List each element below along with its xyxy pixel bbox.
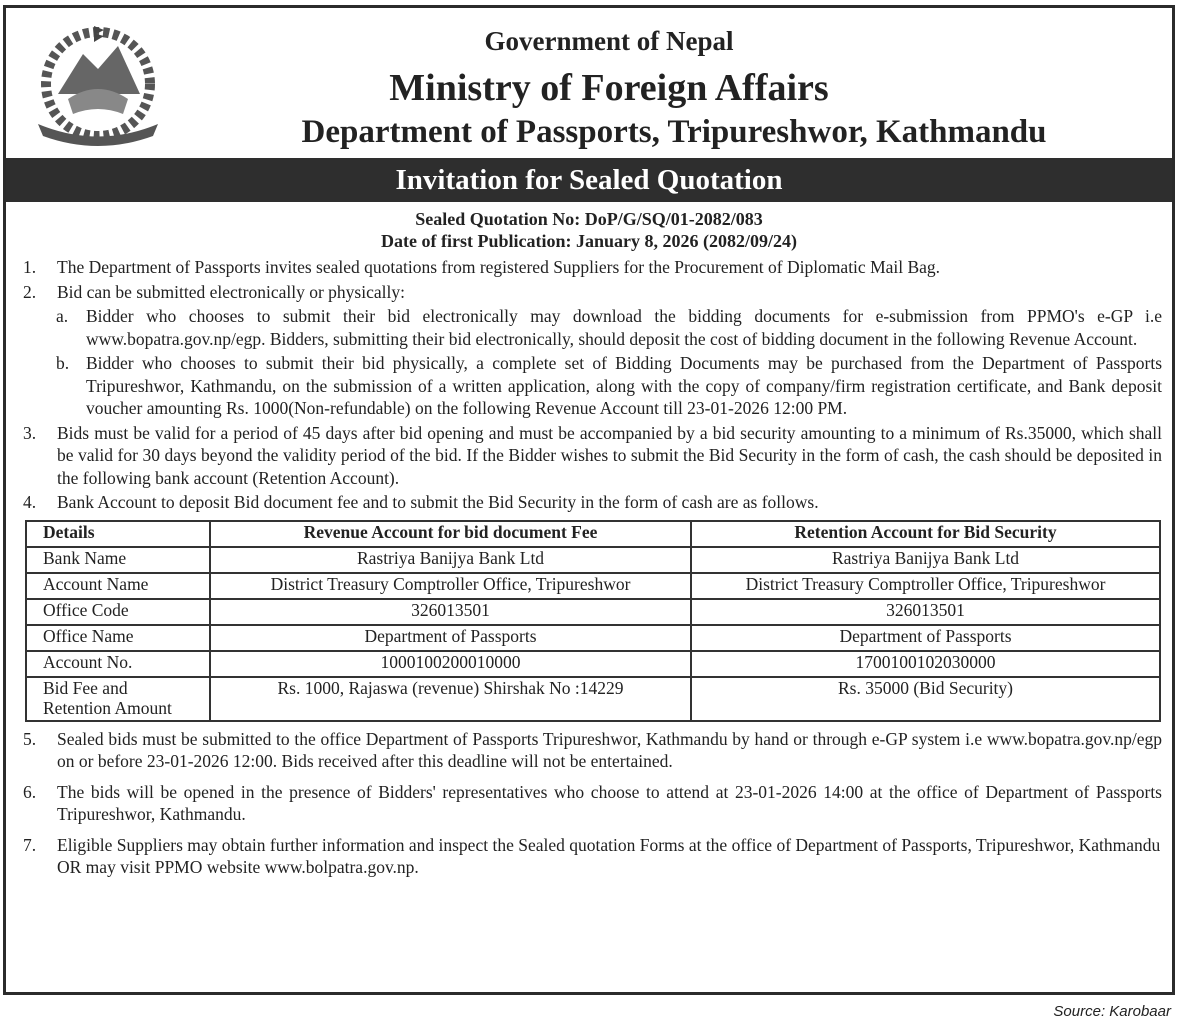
list-item [23,781,1162,826]
item-number: 3. [23,422,37,443]
sub-list-item [56,352,1162,420]
table-cell: Rastriya Banijya Bank Ltd [691,547,1160,573]
notice-title: Invitation for Sealed Quotation [6,158,1172,202]
table-cell: Office Code [26,599,210,625]
table-cell: Office Name [26,625,210,651]
item-number: 5. [23,728,37,749]
item-number: a. [56,306,69,326]
table-cell: Rastriya Banijya Bank Ltd [210,547,691,573]
bank-account-table [25,520,1161,722]
table-cell: 326013501 [691,599,1160,625]
department-heading: Department of Passports, Tripureshwor, Kathmandu [301,114,1047,150]
item-text: The bids will be opened in the presence of Bidders' representatives who choose to attend at 23-01-2026 14:00 at the office of Department of Passports Tripureshwor, Kathmandu. [57,781,1162,824]
table-row [26,547,1160,573]
table-header: Revenue Account for bid document Fee [210,521,691,547]
table-row [26,625,1160,651]
source-caption: Source: Karobaar [1053,1003,1171,1020]
item-number: 6. [23,781,37,802]
table-cell: 1700100102030000 [691,651,1160,677]
item-number: 1. [23,257,37,277]
table-row [26,651,1160,677]
item-text: Bank Account to deposit Bid document fee and to submit the Bid Security in the form of cash are as follows. [57,492,819,512]
table-header: Retention Account for Bid Security [691,521,1160,547]
table-cell: Rs. 35000 (Bid Security) [691,677,1160,721]
table-row [26,573,1160,599]
item-number: 7. [23,834,37,855]
quotation-number: Sealed Quotation No: DoP/G/SQ/01-2082/083 [415,209,763,229]
government-heading: Government of Nepal [484,26,734,56]
notice-frame [3,5,1175,995]
item-text: Eligible Suppliers may obtain further information and inspect the Sealed quotation Forms at the office of Department of Passports, Tripureshwor, Kathmandu OR may visit PPMO website www.bolpatra.gov.np. [57,834,1161,877]
table-cell: District Treasury Comptroller Office, Tripureshwor [691,573,1160,599]
notice-body-continued [6,728,1172,879]
table-header-row [26,521,1160,547]
table-cell: District Treasury Comptroller Office, Tripureshwor [210,573,691,599]
item-text: The Department of Passports invites sealed quotations from registered Suppliers for the Procurement of Diplomatic Mail Bag. [57,257,941,277]
table-header: Details [26,521,210,547]
list-item [23,491,1162,514]
item-number: 2. [23,281,37,302]
list-item [23,256,1162,279]
table-cell: Rs. 1000, Rajaswa (revenue) Shirshak No :14229 [210,677,691,721]
item-text: Bidder who chooses to submit their bid physically, a complete set of Bidding Documents may be purchased from the Department of Passports Tripureshwor, Kathmandu, on the submission of a written application, along with the copy of company/firm registration certificate, and Bank deposit voucher amounting Rs. 1000(Non-refundable) on the following Revenue Account till 23-01-2026 12:00 PM. [86,353,1162,418]
item-text: Bid can be submitted electronically or physically: [57,281,405,302]
list-item [23,422,1162,490]
item-number: b. [56,353,70,373]
item-text: Sealed bids must be submitted to the office Department of Passports Tripureshwor, Kathmandu by hand or through e-GP system i.e www.bopatra.gov.np/egp on or before 23-01-2026 12:00. Bids received after this deadline will not be entertained. [57,728,1162,771]
item-number: 4. [23,492,37,512]
item-text: Bidder who chooses to submit their bid electronically may download the bidding documents for e-submission from PPMO's e-GP i.e www.bopatra.gov.np/egp. Bidders, submitting their bid electronically, should deposit the cost of bidding document in the following Revenue Account. [86,306,1162,349]
notice-header [6,8,1172,158]
table-cell: Department of Passports [691,625,1160,651]
table-cell: Bid Fee and Retention Amount [26,677,210,721]
ministry-heading: Ministry of Foreign Affairs [389,67,829,109]
list-item [23,281,1162,304]
list-item [23,728,1162,773]
notice-body [6,256,1172,514]
table-cell: Department of Passports [210,625,691,651]
table-cell: 326013501 [210,599,691,625]
item-text: Bids must be valid for a period of 45 days after bid opening and must be accompanied by a bid security amounting to a minimum of Rs.35000, which shall be valid for 30 days beyond the validity period of the bid. If the Bidder wishes to submit the Bid Security in the form of cash, the cash should be deposited in the following bank account (Retention Account). [57,422,1162,488]
table-cell: Bank Name [26,547,210,573]
table-cell: 1000100200010000 [210,651,691,677]
table-row [26,599,1160,625]
table-cell: Account No. [26,651,210,677]
sub-list-item [56,305,1162,350]
list-item [23,834,1162,879]
table-cell: Account Name [26,573,210,599]
publication-date: Date of first Publication: January 8, 2026 (2082/09/24) [381,231,797,251]
table-row [26,677,1160,721]
